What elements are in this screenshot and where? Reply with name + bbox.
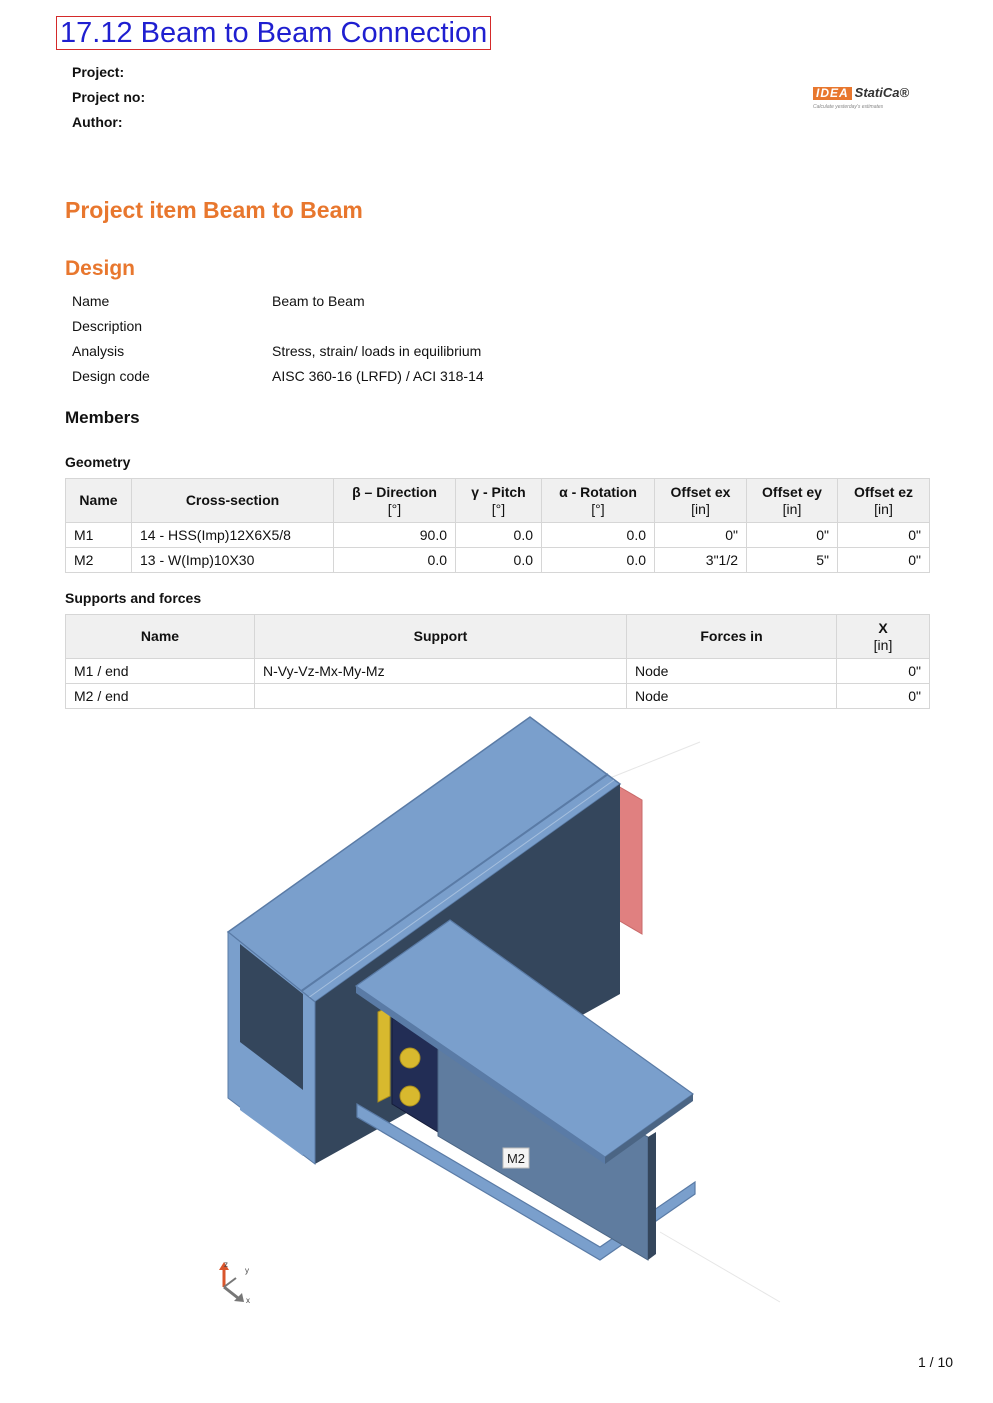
col-unit: [°]	[387, 500, 402, 517]
table-cell: 0.0	[456, 523, 542, 548]
col-label: Offset ez	[853, 483, 914, 500]
design-value: Stress, strain/ loads in equilibrium	[272, 343, 482, 359]
supports-header-row	[66, 615, 930, 659]
table-cell: M1 / end	[66, 659, 255, 684]
geometry-header-row	[66, 479, 930, 523]
design-properties	[72, 293, 484, 393]
col-header	[747, 479, 838, 523]
document-title: 17.12 Beam to Beam Connection	[56, 16, 491, 50]
design-key: Analysis	[72, 343, 125, 359]
design-row-name	[72, 293, 484, 318]
col-header	[456, 479, 542, 523]
col-header	[334, 479, 456, 523]
idea-statica-logo	[813, 84, 923, 112]
axis-y-label: y	[245, 1266, 249, 1275]
col-unit: [in]	[691, 500, 710, 517]
page-number: 1 / 10	[918, 1354, 954, 1370]
col-header	[838, 479, 930, 523]
col-label: Offset ex	[670, 483, 731, 500]
col-header	[132, 479, 334, 523]
table-row	[66, 548, 930, 573]
col-unit: [°]	[591, 500, 605, 517]
col-label: β – Direction	[352, 483, 437, 500]
members-heading: Members	[65, 408, 140, 427]
table-cell: 0.0	[542, 523, 655, 548]
table-cell: 0"	[837, 684, 930, 709]
design-key: Description	[72, 318, 143, 334]
project-item-heading: Project item Beam to Beam	[65, 197, 363, 223]
table-row	[66, 684, 930, 709]
supports-table	[65, 614, 930, 709]
col-unit: [in]	[873, 636, 893, 653]
table-cell	[255, 684, 627, 709]
table-cell: 5"	[747, 548, 838, 573]
table-cell: 0.0	[456, 548, 542, 573]
table-cell: 0"	[655, 523, 747, 548]
col-header	[66, 479, 132, 523]
col-header	[542, 479, 655, 523]
geometry-table	[65, 478, 930, 573]
col-unit: [in]	[874, 500, 893, 517]
table-cell: N-Vy-Vz-Mx-My-Mz	[255, 659, 627, 684]
col-header	[627, 615, 837, 659]
col-label: α - Rotation	[559, 483, 637, 500]
col-header	[655, 479, 747, 523]
design-value: AISC 360-16 (LRFD) / ACI 318-14	[272, 368, 484, 384]
col-label: Cross-section	[185, 492, 280, 508]
col-label: Forces in	[700, 628, 763, 644]
col-label: γ - Pitch	[471, 483, 526, 500]
col-unit: [°]	[491, 500, 506, 517]
axis-x-label: x	[246, 1296, 250, 1305]
author-label: Author:	[72, 114, 123, 130]
connection-3d-model	[190, 712, 790, 1332]
geometry-heading: Geometry	[65, 454, 131, 470]
table-cell: 14 - HSS(Imp)12X6X5/8	[132, 523, 334, 548]
col-header	[66, 615, 255, 659]
table-cell: 13 - W(Imp)10X30	[132, 548, 334, 573]
design-row-description	[72, 318, 484, 343]
design-key: Design code	[72, 368, 150, 384]
table-cell: 0.0	[542, 548, 655, 573]
table-cell: Node	[627, 659, 837, 684]
table-cell: M1	[66, 523, 132, 548]
col-header	[255, 615, 627, 659]
table-cell: 90.0	[334, 523, 456, 548]
table-row	[66, 659, 930, 684]
logo-mark: IDEA	[813, 87, 852, 100]
design-row-design-code	[72, 368, 484, 393]
table-cell: 0.0	[334, 548, 456, 573]
cleat-plate	[378, 1006, 390, 1102]
project-info	[72, 64, 145, 139]
member-label: M2	[506, 1151, 526, 1166]
design-value: Beam to Beam	[272, 293, 365, 309]
project-no-label: Project no:	[72, 89, 146, 105]
table-cell: 0"	[837, 659, 930, 684]
table-cell: 0"	[838, 548, 930, 573]
col-label: Offset ey	[762, 483, 822, 500]
design-row-analysis	[72, 343, 484, 368]
supports-heading: Supports and forces	[65, 590, 202, 606]
design-heading: Design	[65, 257, 136, 280]
axis-z-label: z	[224, 1260, 228, 1269]
col-header	[837, 615, 930, 659]
col-unit: [in]	[782, 500, 802, 517]
table-cell: 0"	[838, 523, 930, 548]
project-label: Project:	[72, 64, 125, 80]
logo-brand: StatiCa®	[854, 85, 910, 100]
col-label: Name	[140, 628, 180, 644]
col-label: Support	[413, 628, 468, 644]
table-row	[66, 523, 930, 548]
support-plate	[618, 786, 642, 934]
table-cell: 3"1/2	[655, 548, 747, 573]
table-cell: M2 / end	[66, 684, 255, 709]
table-cell: M2	[66, 548, 132, 573]
axes-icon	[219, 1260, 250, 1305]
table-cell: Node	[627, 684, 837, 709]
col-label: X	[878, 619, 888, 636]
col-label: Name	[79, 492, 118, 508]
design-key: Name	[72, 293, 110, 309]
logo-tagline: Calculate yesterday's estimates	[813, 104, 884, 110]
table-cell: 0"	[747, 523, 838, 548]
